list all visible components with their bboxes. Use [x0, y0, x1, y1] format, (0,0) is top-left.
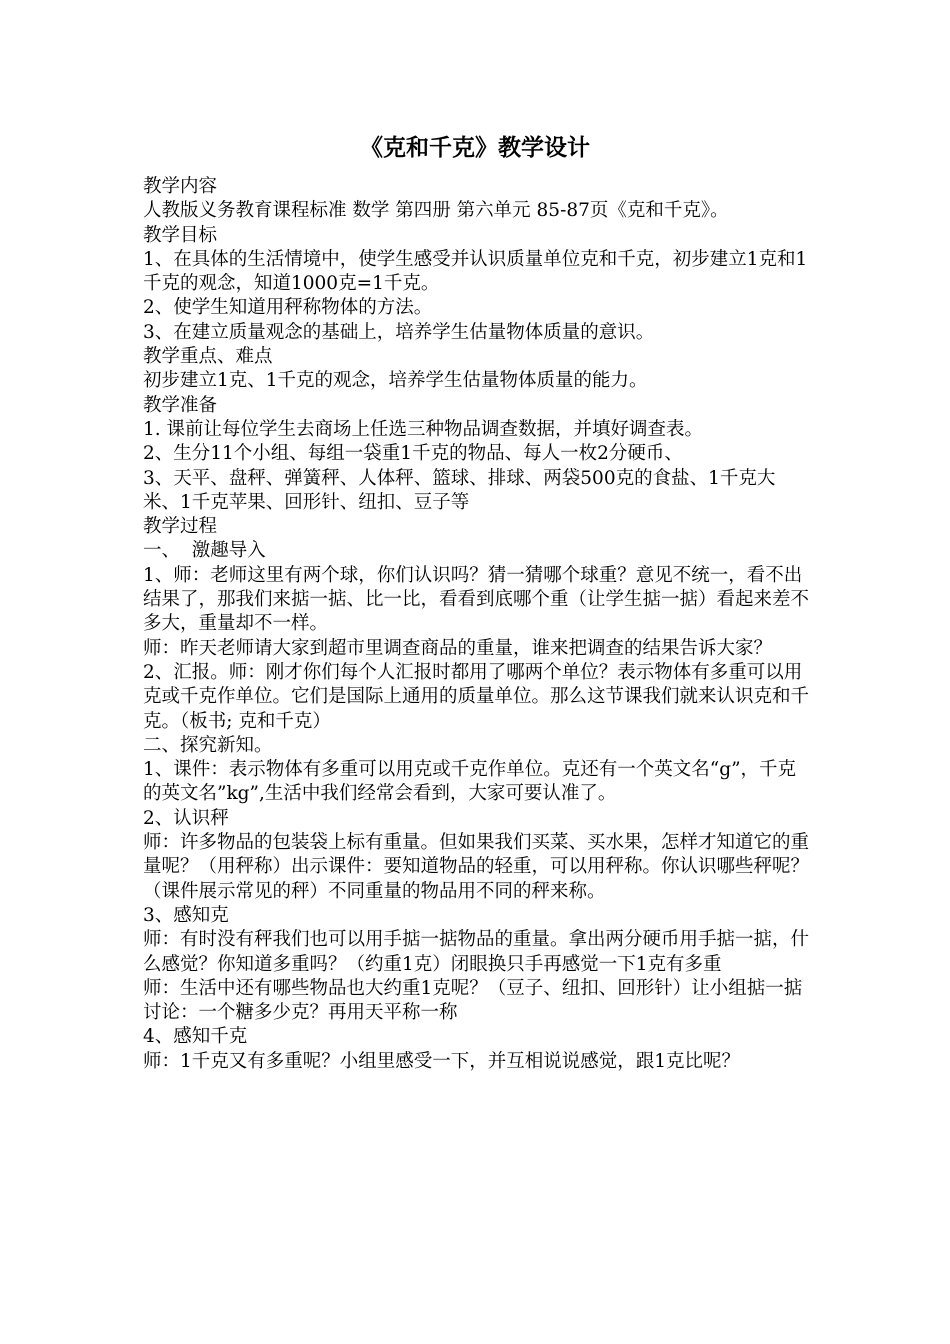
paragraph: 1、在具体的生活情境中，使学生感受并认识质量单位克和千克，初步建立1克和1千克的观念，知道1000克=1千克。 — [143, 248, 808, 295]
paragraph: 师：昨天老师请大家到超市里调查商品的重量，谁来把调查的结果告诉大家？ — [143, 637, 773, 659]
subsection-heading: 二、探究新知。 — [143, 734, 273, 756]
paragraph: 师：1千克又有多重呢？小组里感受一下，并互相说说感觉，跟1克比呢？ — [143, 1050, 741, 1072]
subsection-heading: 4、感知千克 — [143, 1026, 248, 1048]
paragraph: 师：生活中还有哪些物品也大约重1克呢？（豆子、纽扣、回形针）让小组掂一掂讨论：一个糖多少克？再用天平称一称 — [143, 977, 803, 1024]
section-heading-preparation: 教学准备 — [143, 394, 218, 416]
paragraph: 1. 课前让每位学生去商场上任选三种物品调查数据，并填好调查表。 — [143, 418, 704, 440]
document-body — [143, 175, 809, 1074]
paragraph: 2、生分11个小组、每组一袋重1千克的物品、每人一枚2分硬币、 — [143, 443, 683, 465]
paragraph: 人教版义务教育课程标准 数学 第四册 第六单元 85-87页《克和千克》。 — [143, 200, 729, 222]
subsection-heading: 一、 激趣导入 — [143, 540, 266, 562]
paragraph: 初步建立1克、1千克的观念，培养学生估量物体质量的能力。 — [143, 370, 648, 392]
section-heading-process: 教学过程 — [143, 516, 218, 538]
section-heading-key-points: 教学重点、难点 — [143, 346, 273, 368]
paragraph: 1、师：老师这里有两个球，你们认识吗？猜一猜哪个球重？意见不统一，看不出结果了，那我们来掂一掂、比一比，看看到底哪个重（让学生掂一掂）看起来差不多大，重量却不一样。 — [143, 564, 810, 635]
document-title: 《克和千克》教学设计 — [360, 134, 590, 161]
subsection-heading: 2、认识秤 — [143, 807, 229, 829]
paragraph: 3、天平、盘秤、弹簧秤、人体秤、篮球、排球、两袋500克的食盐、1千克大米、1千克苹果、回形针、纽扣、豆子等 — [143, 467, 776, 513]
paragraph: 3、在建立质量观念的基础上，培养学生估量物体质量的意识。 — [143, 321, 655, 343]
subsection-heading: 3、感知克 — [143, 904, 229, 926]
paragraph: 师：许多物品的包装袋上标有重量。但如果我们买菜、买水果，怎样才知道它的重量呢？（用秤称）出示课件：要知道物品的轻重，可以用秤称。你认识哪些秤呢？（课件展示常见的秤）不同重量的物品用不同的秤来称。 — [143, 832, 810, 902]
paragraph: 1、课件：表示物体有多重可以用克或千克作单位。克还有一个英文名“g”，千克的英文名”kg”,生活中我们经常会看到，大家可要认准了。 — [143, 759, 797, 805]
paragraph: 师：有时没有秤我们也可以用手掂一掂物品的重量。拿出两分硬币用手掂一掂，什么感觉？你知道多重吗？（约重1克）闭眼换只手再感觉一下1克有多重 — [143, 929, 810, 975]
paragraph: 2、汇报。师：刚才你们每个人汇报时都用了哪两个单位？表示物体有多重可以用克或千克作单位。它们是国际上通用的质量单位。那么这节课我们就来认识克和千克。（板书; 克和千克） — [143, 661, 810, 732]
section-heading-content: 教学内容 — [143, 176, 218, 197]
paragraph: 2、使学生知道用秤称物体的方法。 — [143, 297, 433, 319]
section-heading-objectives: 教学目标 — [143, 224, 218, 246]
